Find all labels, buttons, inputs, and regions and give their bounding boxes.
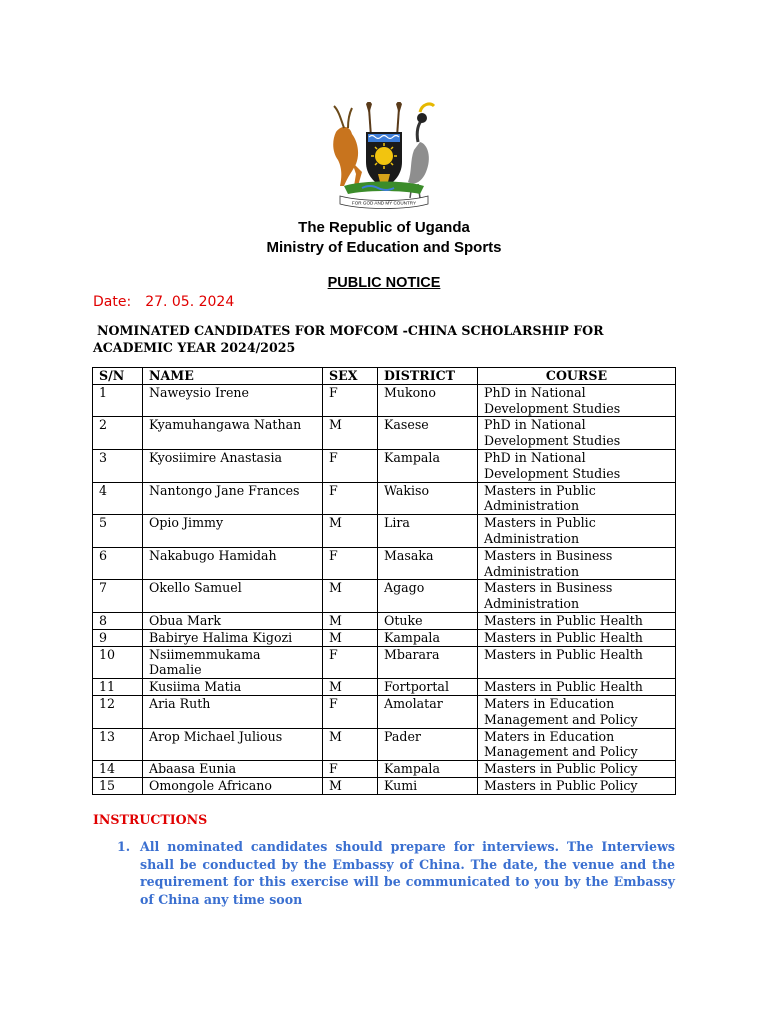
column-header-sn: S/N (93, 368, 143, 385)
cell-course: Masters in Business Administration (478, 580, 676, 613)
cell-course: PhD in National Development Studies (478, 449, 676, 482)
instructions-title: INSTRUCTIONS (93, 812, 208, 827)
cell-sn: 8 (93, 612, 143, 629)
cell-sex: M (323, 417, 378, 450)
cell-sex: F (323, 695, 378, 728)
subject-line-2: ACADEMIC YEAR 2024/2025 (93, 340, 296, 355)
cell-district: Kampala (378, 761, 478, 778)
cell-sn: 1 (93, 384, 143, 417)
cell-district: Otuke (378, 612, 478, 629)
cell-district: Lira (378, 515, 478, 548)
table-body (93, 384, 676, 794)
cell-sn: 4 (93, 482, 143, 515)
cell-sex: F (323, 646, 378, 679)
cell-sex: F (323, 482, 378, 515)
cell-district: Kampala (378, 629, 478, 646)
cell-name: Nantongo Jane Frances (143, 482, 323, 515)
cell-sn: 3 (93, 449, 143, 482)
cell-district: Kumi (378, 777, 478, 794)
cell-sex: M (323, 777, 378, 794)
cell-district: Mbarara (378, 646, 478, 679)
instructions-list (117, 838, 675, 908)
cell-district: Agago (378, 580, 478, 613)
instruction-text: All nominated candidates should prepare for interviews. The Interviews shall be conducted by the Embassy of China. The date, the venue and the requirement for this exercise will be communicated to you by the Embassy of China any time soon (140, 839, 675, 907)
cell-district: Masaka (378, 547, 478, 580)
cell-sex: M (323, 629, 378, 646)
cell-sn: 14 (93, 761, 143, 778)
cell-sn: 7 (93, 580, 143, 613)
cell-course: Masters in Public Policy (478, 777, 676, 794)
cell-sex: F (323, 761, 378, 778)
cell-name: Nsiimemmukama Damalie (143, 646, 323, 679)
cell-sn: 13 (93, 728, 143, 761)
table-row (93, 580, 676, 613)
table-row (93, 679, 676, 696)
cell-name: Okello Samuel (143, 580, 323, 613)
cell-course: Masters in Business Administration (478, 547, 676, 580)
uganda-coat-of-arms-emblem (322, 102, 446, 210)
cell-name: Abaasa Eunia (143, 761, 323, 778)
cell-sn: 9 (93, 629, 143, 646)
cell-course: Masters in Public Health (478, 646, 676, 679)
cell-sn: 12 (93, 695, 143, 728)
cell-sn: 5 (93, 515, 143, 548)
cell-name: Naweysio Irene (143, 384, 323, 417)
cell-name: Kyosiimire Anastasia (143, 449, 323, 482)
cell-sex: F (323, 547, 378, 580)
cell-course: Masters in Public Health (478, 612, 676, 629)
cell-course: Maters in Education Management and Policy (478, 728, 676, 761)
cell-name: Obua Mark (143, 612, 323, 629)
cell-district: Pader (378, 728, 478, 761)
date-value: 27. 05. 2024 (145, 294, 235, 310)
instruction-number: 1. (117, 839, 131, 854)
cell-sn: 11 (93, 679, 143, 696)
table-row (93, 612, 676, 629)
cell-sn: 6 (93, 547, 143, 580)
cell-district: Fortportal (378, 679, 478, 696)
cell-district: Kampala (378, 449, 478, 482)
table-row (93, 646, 676, 679)
subject-line-1: NOMINATED CANDIDATES FOR MOFCOM -CHINA SCHOLARSHIP FOR (97, 323, 604, 338)
cell-sex: M (323, 515, 378, 548)
column-header-name: NAME (143, 368, 323, 385)
column-header-sex: SEX (323, 368, 378, 385)
cell-name: Babirye Halima Kigozi (143, 629, 323, 646)
cell-sn: 10 (93, 646, 143, 679)
instruction-item (117, 838, 675, 908)
cell-sex: M (323, 679, 378, 696)
cell-name: Kusiima Matia (143, 679, 323, 696)
cell-course: Masters in Public Administration (478, 515, 676, 548)
cell-district: Amolatar (378, 695, 478, 728)
cell-district: Kasese (378, 417, 478, 450)
cell-course: PhD in National Development Studies (478, 417, 676, 450)
cell-name: Arop Michael Julious (143, 728, 323, 761)
cell-name: Aria Ruth (143, 695, 323, 728)
table-row (93, 449, 676, 482)
cell-name: Omongole Africano (143, 777, 323, 794)
cell-name: Opio Jimmy (143, 515, 323, 548)
cell-name: Kyamuhangawa Nathan (143, 417, 323, 450)
column-header-course: COURSE (478, 368, 676, 385)
cell-course: Masters in Public Policy (478, 761, 676, 778)
candidates-table (92, 367, 676, 795)
cell-sex: M (323, 728, 378, 761)
cell-sn: 15 (93, 777, 143, 794)
table-row (93, 695, 676, 728)
cell-sex: M (323, 580, 378, 613)
notice-subject (93, 322, 653, 356)
table-header-row (93, 368, 676, 385)
table-row (93, 547, 676, 580)
cell-sex: M (323, 612, 378, 629)
cell-sex: F (323, 449, 378, 482)
table-row (93, 417, 676, 450)
date-label: Date: (93, 294, 132, 310)
table-row (93, 515, 676, 548)
table-row (93, 777, 676, 794)
cell-course: Masters in Public Health (478, 629, 676, 646)
ministry-heading: Ministry of Education and Sports (266, 239, 502, 256)
cell-district: Wakiso (378, 482, 478, 515)
table-row (93, 728, 676, 761)
table-row (93, 629, 676, 646)
crest-motto-text: FOR GOD AND MY COUNTRY (351, 200, 417, 206)
cell-name: Nakabugo Hamidah (143, 547, 323, 580)
column-header-district: DISTRICT (378, 368, 478, 385)
cell-sex: F (323, 384, 378, 417)
cell-district: Mukono (378, 384, 478, 417)
cell-course: Masters in Public Administration (478, 482, 676, 515)
table-row (93, 761, 676, 778)
cell-course: Masters in Public Health (478, 679, 676, 696)
cell-course: PhD in National Development Studies (478, 384, 676, 417)
table-row (93, 482, 676, 515)
cell-course: Maters in Education Management and Policy (478, 695, 676, 728)
cell-sn: 2 (93, 417, 143, 450)
public-notice-title: PUBLIC NOTICE (327, 275, 441, 291)
date-line (93, 294, 234, 310)
table-row (93, 384, 676, 417)
republic-heading: The Republic of Uganda (298, 219, 470, 236)
